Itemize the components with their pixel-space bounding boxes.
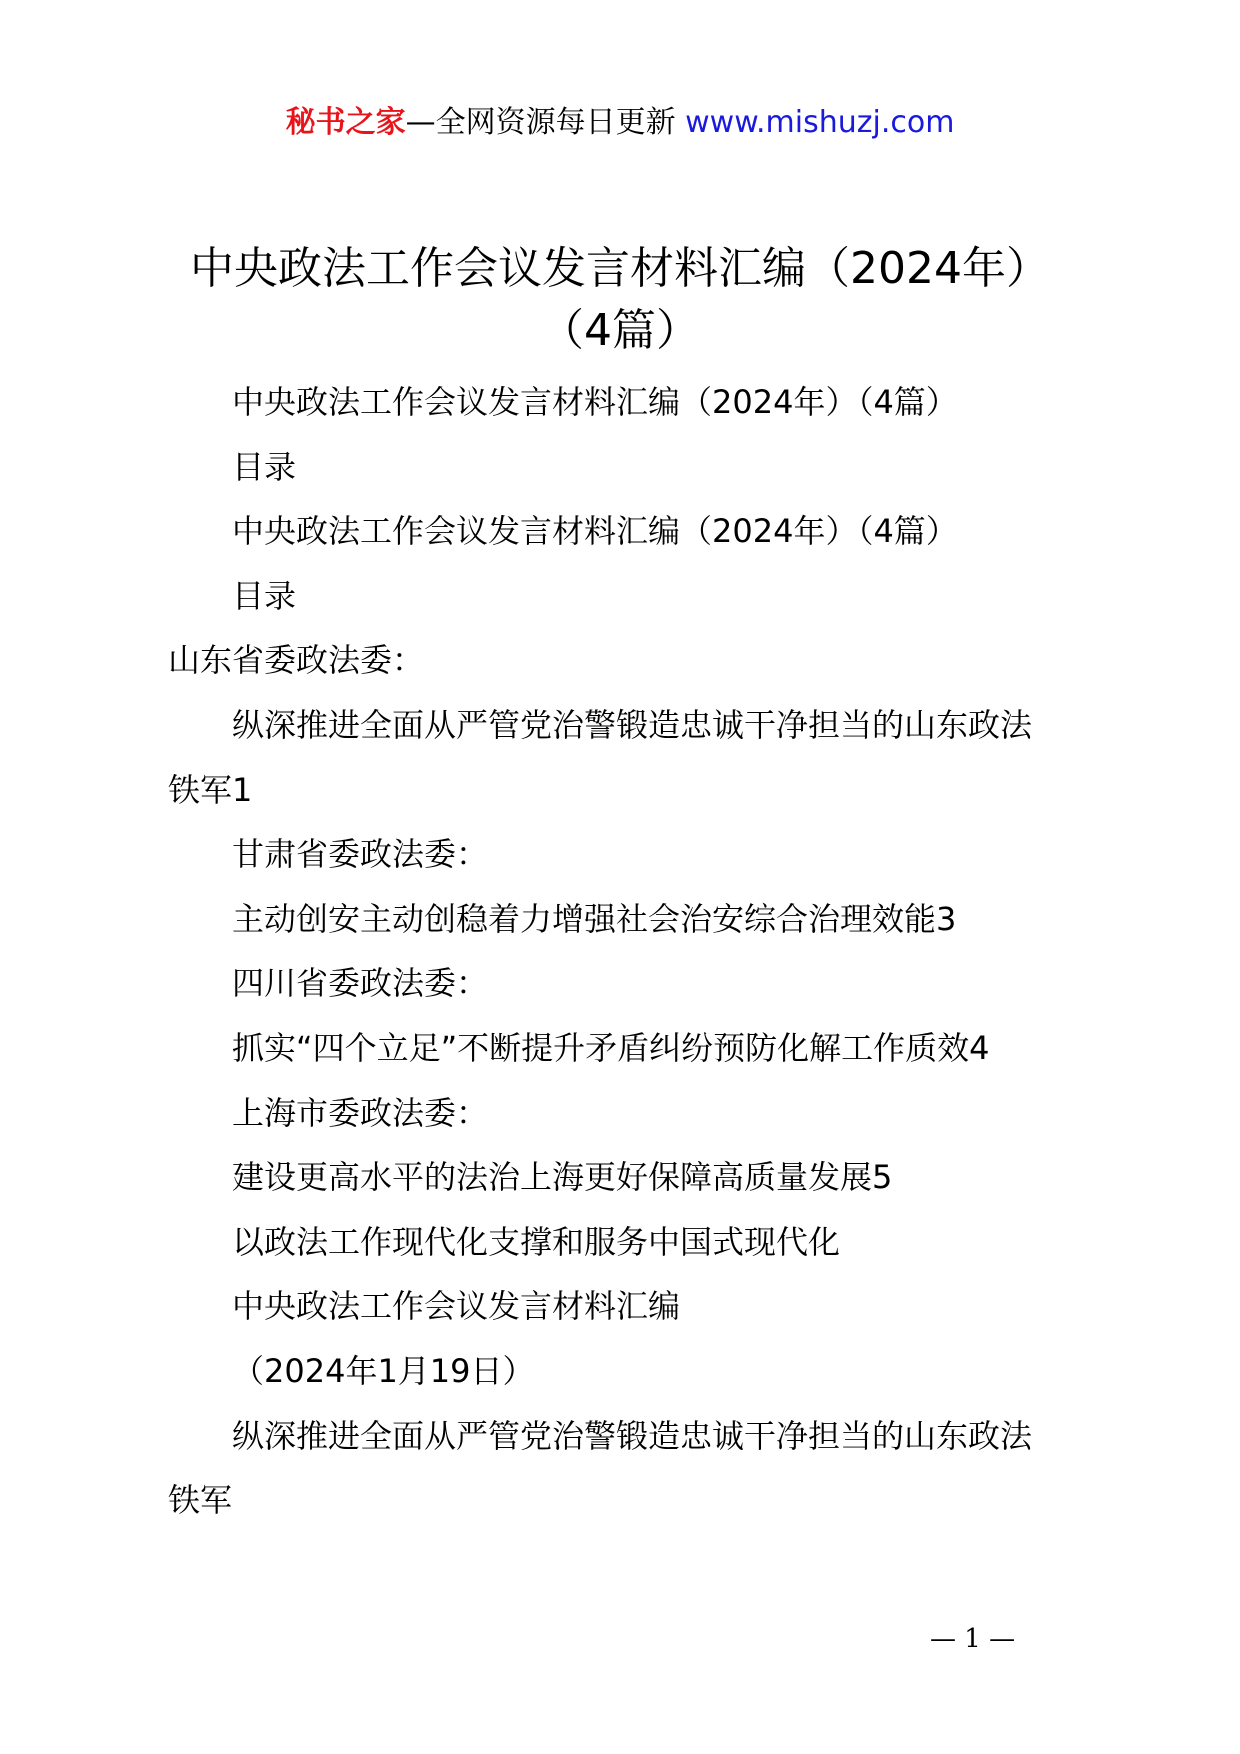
site-header bbox=[0, 100, 1240, 146]
toc-heading: 目录 bbox=[232, 576, 297, 615]
header-slogan: —全网资源每日更新 bbox=[405, 105, 676, 140]
date-line: （2024年1月19日） bbox=[232, 1351, 535, 1390]
toc-section-label: 甘肃省委政法委： bbox=[232, 835, 489, 874]
document-body bbox=[168, 370, 1098, 1533]
document-title bbox=[0, 238, 1240, 362]
toc-entry: 纵深推进全面从严管党治警锻造忠诚干净担当的山东政法 bbox=[232, 705, 1033, 744]
site-url-link[interactable]: www.mishuzj.com bbox=[685, 105, 955, 140]
toc-heading: 目录 bbox=[232, 447, 297, 486]
title-line-2: （4篇） bbox=[540, 305, 700, 356]
toc-section-label: 上海市委政法委： bbox=[232, 1093, 489, 1132]
section-heading-continuation: 铁军 bbox=[168, 1481, 233, 1520]
page-number: — 1 — bbox=[930, 1624, 1016, 1654]
brand-name: 秘书之家 bbox=[285, 105, 406, 140]
paragraph: 以政法工作现代化支撑和服务中国式现代化 bbox=[232, 1222, 841, 1261]
toc-section-label: 四川省委政法委： bbox=[232, 964, 489, 1003]
toc-entry: 抓实“四个立足”不断提升矛盾纠纷预防化解工作质效4 bbox=[232, 1028, 990, 1067]
title-line-1: 中央政法工作会议发言材料汇编（2024年） bbox=[190, 243, 1050, 294]
toc-entry: 建设更高水平的法治上海更好保障高质量发展5 bbox=[232, 1158, 893, 1197]
toc-entry: 主动创安主动创稳着力增强社会治安综合治理效能3 bbox=[232, 899, 957, 938]
paragraph: 中央政法工作会议发言材料汇编（2024年）（4篇） bbox=[232, 383, 958, 421]
toc-section-label: 山东省委政法委： bbox=[168, 641, 425, 680]
paragraph: 中央政法工作会议发言材料汇编 bbox=[232, 1287, 681, 1326]
toc-entry-continuation: 铁军1 bbox=[168, 770, 253, 809]
section-heading: 纵深推进全面从严管党治警锻造忠诚干净担当的山东政法 bbox=[232, 1416, 1033, 1455]
paragraph: 中央政法工作会议发言材料汇编（2024年）（4篇） bbox=[232, 512, 958, 551]
